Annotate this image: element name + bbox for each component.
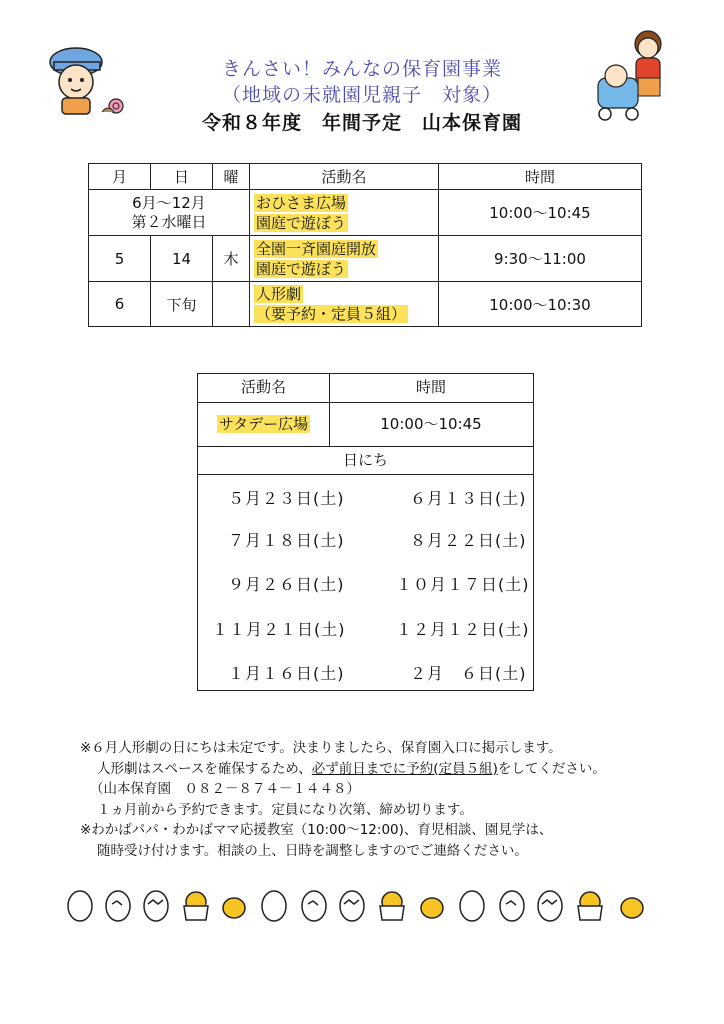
time-cell: 10:00～10:30 (439, 282, 642, 327)
activity-cell (250, 282, 439, 327)
saturday-activity-row (198, 402, 533, 447)
time-header: 時間 (415, 378, 446, 396)
time-cell: 10:00～10:45 (439, 190, 642, 236)
activity-name: おひさま広場 (256, 193, 347, 212)
activity-cell (250, 236, 439, 282)
activity-subtitle: 園庭で遊ぼう (256, 259, 347, 278)
note-contact: 随時受け付けます。相談の上、日時を調整しますのでご連絡ください。 (97, 842, 528, 859)
activity-name: 全園一斉園庭開放 (256, 239, 377, 258)
day-rule: 第２水曜日 (131, 212, 207, 231)
activity-cell (250, 190, 439, 236)
date-item: ８月２２日(土) (410, 531, 527, 550)
date-item: １２月１２日(土) (396, 620, 530, 639)
annual-schedule-table (88, 163, 642, 327)
reservation-emphasis: 必ず前日までに予約(定員５組) (311, 760, 498, 777)
month-header: 月 (89, 164, 151, 190)
date-item: ９月２６日(土) (228, 575, 345, 594)
month-range: 6月～12月 (132, 193, 206, 212)
activity-subtitle: （要予約・定員５組） (256, 305, 407, 323)
contact-phone: （山本保育園 ０８２－８７４－１４４８） (90, 781, 360, 797)
egg-chick-row-icon (60, 880, 680, 930)
date-item: ２月 ６日(土) (410, 664, 527, 683)
note-puppet-reservation: 人形劇はスペースを確保するため、必ず前日までに予約(定員５組)をしてください。 (97, 760, 606, 777)
table-row (89, 190, 642, 236)
time-cell: 10:00～10:45 (380, 415, 482, 433)
day-cell: 下旬 (151, 282, 213, 327)
date-item: １０月１７日(土) (396, 575, 530, 594)
month-cell: 5 (89, 236, 151, 282)
activity-header: 活動名 (250, 164, 439, 190)
saturday-header-row (198, 374, 533, 403)
activity-name: サタデー広場 (218, 415, 309, 433)
activity-subtitle: 園庭で遊ぼう (256, 213, 347, 232)
weekday-cell: 木 (213, 236, 250, 282)
time-cell: 9:30～11:00 (439, 236, 642, 282)
month-cell: 6 (89, 282, 151, 327)
note-reservation-window: １ヵ月前から予約できます。定員になり次第、締め切ります。 (97, 801, 473, 818)
time-header: 時間 (439, 164, 642, 190)
date-item: １月１６日(土) (228, 664, 345, 683)
project-title: きんさい！みんなの保育園事業 (221, 58, 502, 80)
table-row (89, 236, 642, 282)
note-puppet-date: ※６月人形劇の日にちは未定です。決まりましたら、保育園入口に掲示します。 (80, 740, 562, 756)
notes-section (80, 738, 606, 861)
day-cell: 14 (151, 236, 213, 282)
month-day-cell (89, 190, 250, 236)
activity-header: 活動名 (240, 378, 286, 396)
note-support-class: ※わかばパパ・わかばママ応援教室（10:00～12:00)、育児相談、園見学は、 (80, 822, 553, 838)
date-item: １１月２１日(土) (212, 620, 346, 639)
table-header-row (89, 164, 642, 190)
page-title: 令和８年度 年間予定 山本保育園 (201, 112, 522, 134)
activity-name: 人形劇 (256, 285, 302, 303)
saturday-plaza-table (197, 373, 534, 691)
date-item: ７月１８日(土) (228, 531, 345, 550)
date-item: ６月１３日(土) (410, 489, 527, 508)
target-audience: （地域の未就園児親子 対象） (221, 84, 502, 106)
dates-header: 日にち (198, 446, 533, 475)
date-item: ５月２３日(土) (228, 489, 345, 508)
weekday-header: 曜 (213, 164, 250, 190)
table-row (89, 282, 642, 327)
day-header: 日 (151, 164, 213, 190)
weekday-cell (213, 282, 250, 327)
